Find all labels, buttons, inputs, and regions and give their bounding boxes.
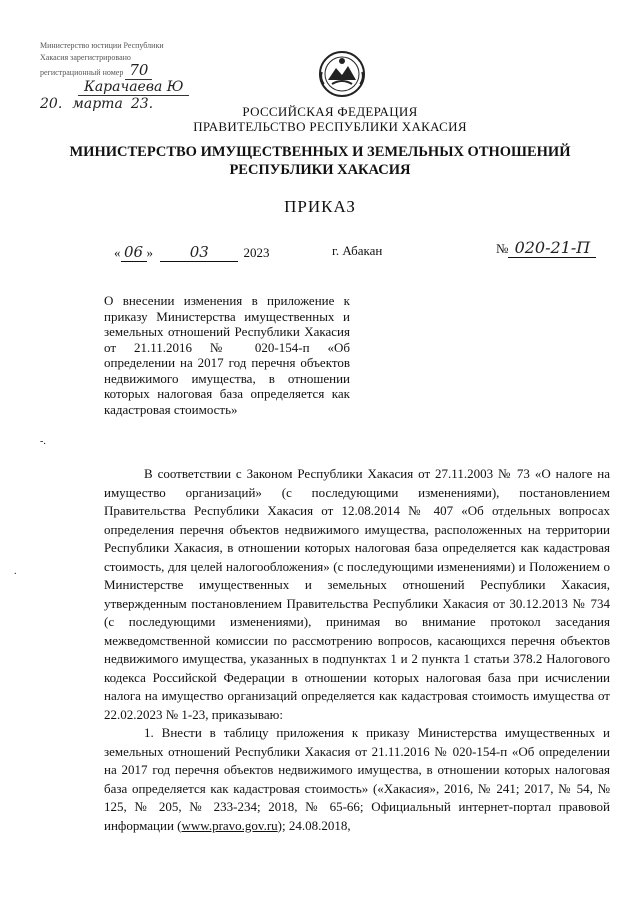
pravo-link[interactable]: www.pravo.gov.ru <box>181 817 278 833</box>
stamp-line: Министерство юстиции Республики <box>40 41 164 50</box>
ministry-name: МИНИСТЕРСТВО ИМУЩЕСТВЕННЫХ И ЗЕМЕЛЬНЫХ ОТНОШЕНИЙ РЕСПУБЛИКИ ХАКАСИЯ <box>69 144 571 178</box>
margin-mark: . <box>14 566 17 577</box>
date-year: 2023 <box>243 245 270 260</box>
order-body <box>104 465 610 835</box>
document-type: ПРИКАЗ <box>284 197 356 216</box>
date-month: 03 <box>160 243 238 262</box>
stamp-signature-name: Карачаева Ю <box>78 79 189 96</box>
stamp-date-year: 23. <box>130 96 154 112</box>
date-day: 06 <box>121 243 147 262</box>
stamp-line: регистрационный номер 70 <box>40 64 220 79</box>
registration-stamp <box>40 40 220 112</box>
stamp-date-day: 20. <box>40 96 63 112</box>
order-subject: О внесении изменения в приложение к приказу Министерства имущественных и земельных отношений Республики Хакасия от 21.11.2016 № 020-154-п «Об определении на 2017 год перечня объектов недвижимого имущества, в отношении которых налоговая база определяется как кадастровая стоимость» <box>104 293 350 417</box>
stamp-date-month: марта <box>72 96 123 112</box>
stamp-line: Хакасия зарегистрировано <box>40 53 131 62</box>
stamp-number: 70 <box>125 61 152 80</box>
order-number: № 020-21-П <box>496 238 596 258</box>
order-number-value: 020-21-П <box>508 238 596 258</box>
margin-mark: -. <box>40 436 46 447</box>
item-1-paragraph: 1. Внести в таблицу приложения к приказу Министерства имущественных и земельных отношений Республики Хакасия от 21.11.2016 № 020-154-п «Об определении на 2017 год перечня объектов недвижимого имущества, в отношении которых налоговая база определяется как кадастровая стоимость» («Хакасия», 2016, № 241; 2017, № 54, № 125, № 205, № 233-234; 2018, № 65-66; Официальный интернет-портал правовой информации (www.pravo.gov.ru); 24.08.2018, <box>104 725 610 833</box>
coat-of-arms-emblem <box>318 48 366 100</box>
city: г. Абакан <box>332 243 383 258</box>
government-header: ПРАВИТЕЛЬСТВО РЕСПУБЛИКИ ХАКАСИЯ <box>193 119 467 134</box>
preamble-paragraph: В соответствии с Законом Республики Хакасия от 27.11.2003 № 73 «О налоге на имущество организаций» (с последующими изменениями), постановлением Правительства Республики Хакасия от 12.08.2014 № 407 «Об отдельных вопросах определения перечня объектов недвижимого имущества, расположенных на территории Республики Хакасия, в отношении которых налоговая база определяется как кадастровая стоимость, для целей налогообложения» (с последующими изменениями) и Положением о Министерстве имущественных и земельных отношений Республики Хакасия, утвержденным постановлением Правительства Республики Хакасия от 30.12.2013 № 734 (с последующими изменениями), принимая во внимание протокол заседания межведомственной комиссии по рассмотрению вопросов, касающихся перечня объектов недвижимого имущества, указанных в подпунктах 1 и 2 пункта 1 статьи 378.2 Налогового кодекса Российской Федерации в отношении которых налоговая база при исчислении налога на имущество организаций определяется как кадастровая стоимость имущества от 22.02.2023 № 1-23, приказываю: <box>104 466 610 722</box>
country-header: РОССИЙСКАЯ ФЕДЕРАЦИЯ <box>242 104 418 119</box>
order-date: « 06 » 03 2023 <box>114 243 270 261</box>
